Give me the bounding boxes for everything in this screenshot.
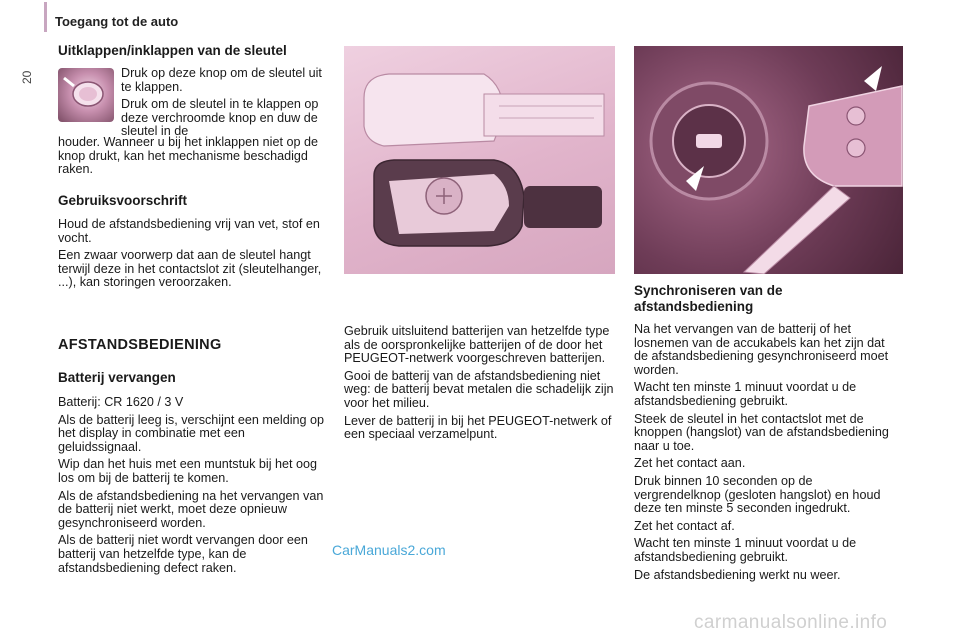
battery-disposal-section <box>344 325 618 446</box>
sync-step-2: Wacht ten minste 1 minuut voordat u de afstandsbediening gebruikt. <box>634 380 857 408</box>
sync-step-7: Wacht ten minste 1 minuut voordat u de afstandsbediening gebruikt. <box>634 536 857 564</box>
usage-paragraph-2: Een zwaar voorwerp dat aan de sleutel hangt terwijl deze in het contactslot zit (sleutelhanger, ...), kan storingen veroorzaken. <box>58 248 322 290</box>
battery-section <box>58 396 330 579</box>
sync-step-3: Steek de sleutel in het contactslot met de knoppen (hangslot) van de afstandsbediening naar u toe. <box>634 411 889 453</box>
page-number-text: 20 <box>20 70 34 84</box>
ignition-key-photo <box>634 46 903 274</box>
page-section-title: Toegang tot de auto <box>55 14 179 29</box>
key-battery-illustration <box>344 46 615 274</box>
key-button-image <box>58 68 114 122</box>
battery-paragraph-4: Als de afstandsbediening na het vervangen van de batterij niet werkt, moet deze opnieuw gesynchroniseerd worden. <box>58 488 324 530</box>
fold-warning-text: houder. Wanneer u bij het inklappen niet op de knop drukt, kan het mechanisme beschadigd raken. <box>58 135 318 177</box>
battery-return-note: Lever de batterij in bij het PEUGEOT-netwerk of een speciaal verzamelpunt. <box>344 413 612 442</box>
sync-step-1: Na het vervangen van de batterij of het losnemen van de accukabels kan het zijn dat de afstandsbediening gesynchroniseerd moet worden. <box>634 322 889 377</box>
fold-continuation <box>58 136 330 181</box>
battery-paragraph-3: Wip dan het huis met een muntstuk bij het oog los om bij de batterij te komen. <box>58 457 318 485</box>
battery-paragraph-5: Als de batterij niet wordt vervangen door een batterij van hetzelfde type, kan de afstandsbediening defect raken. <box>58 533 308 575</box>
battery-environment-note: Gooi de batterij van de afstandsbediening niet weg: de batterij bevat metalen die schadelijk zijn voor het milieu. <box>344 368 614 410</box>
page-number <box>20 54 34 84</box>
usage-paragraph-1: Houd de afstandsbediening vrij van vet, stof en vocht. <box>58 217 320 245</box>
battery-type-note: Gebruik uitsluitend batterijen van hetzelfde type als de oorspronkelijke batterijen of de door het PEUGEOT-netwerk voorgeschreven batterijen. <box>344 324 610 366</box>
carmanuals-watermark[interactable]: CarManuals2.com <box>332 542 446 558</box>
fold-unfold-text: Druk op deze knop om de sleutel uit te klappen. <box>121 66 322 94</box>
sync-step-4: Zet het contact aan. <box>634 456 746 471</box>
usage-heading: Gebruiksvoorschrift <box>58 193 188 208</box>
sync-step-8: De afstandsbediening werkt nu weer. <box>634 567 841 582</box>
key-button-illustration <box>58 68 114 122</box>
sync-heading: Synchroniseren van de afstandsbediening <box>634 283 783 314</box>
header-accent-bar <box>44 2 47 32</box>
sync-step-6: Zet het contact af. <box>634 518 735 533</box>
battery-paragraph-2: Als de batterij leeg is, verschijnt een melding op het display in combinatie met een geluidssignaal. <box>58 412 325 454</box>
battery-spec: Batterij: CR 1620 / 3 V <box>58 395 184 409</box>
key-battery-photo <box>344 46 615 274</box>
fold-in-text: Druk om de sleutel in te klappen op deze verchroomde knop en duw de sleutel in de <box>121 97 319 139</box>
ignition-key-illustration <box>634 46 903 274</box>
remote-control-heading: AFSTANDSBEDIENING <box>58 337 222 353</box>
fold-instructions <box>121 67 329 143</box>
battery-heading: Batterij vervangen <box>58 370 176 385</box>
footer-watermark: carmanualsonline.info <box>694 612 888 633</box>
sync-step-5: Druk binnen 10 seconden op de vergrendelknop (gesloten hangslot) en houd deze ten minste 5 seconden ingedrukt. <box>634 473 881 516</box>
usage-section <box>58 218 330 294</box>
fold-key-heading: Uitklappen/inklappen van de sleutel <box>58 43 287 58</box>
sync-section <box>634 323 896 586</box>
